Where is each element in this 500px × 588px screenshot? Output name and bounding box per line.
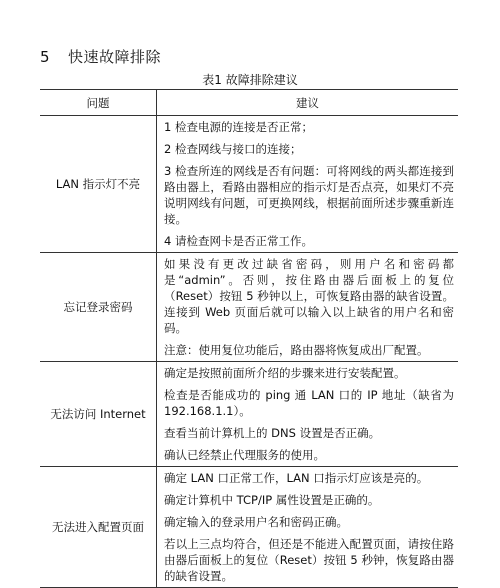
table-caption: 表1 故障排除建议 — [202, 73, 298, 87]
column-header-suggestion: 建议 — [157, 90, 459, 116]
suggestion-item: 确定 LAN 口正常工作，LAN 口指示灯应该是亮的。 — [164, 471, 429, 485]
suggestion-cell — [157, 253, 459, 362]
suggestion-item: 2 检查网线与接口的连接； — [164, 142, 302, 156]
problem-cell: 忘记登录密码 — [40, 253, 157, 362]
table-header-row — [40, 90, 458, 116]
problem-cell: 无法进入配置页面 — [40, 467, 157, 588]
suggestion-item: 查看当前计算机上的 DNS 设置是否正确。 — [164, 426, 381, 440]
problem-cell: 无法访问 Internet — [40, 362, 157, 467]
suggestion-item: 确定是按照前面所介绍的步骤来进行安装配置。 — [164, 366, 406, 380]
suggestion-item: 检查是否能成功的 ping 通 LAN 口的 IP 地址（缺省为 192.168.1.1）。 — [164, 388, 454, 418]
table-row — [40, 116, 458, 253]
suggestion-cell — [157, 116, 459, 253]
column-header-problem: 问题 — [40, 90, 157, 116]
suggestion-item: 3 检查所连的网线是否有问题：可将网线的两头都连接到路由器上，看路由器相应的指示灯是否点亮，如果灯不亮说明网线有问题，可更换网线，根据前面所述步骤重新连接。 — [164, 164, 454, 226]
table-row — [40, 467, 458, 588]
section-heading — [40, 46, 161, 67]
suggestion-item: 若以上三点均符合，但还是不能进入配置页面，请按住路由器后面板上的复位（Reset）按钮 5 秒钟，恢复路由器的缺省设置。 — [164, 537, 454, 583]
suggestion-item: 确认已经禁止代理服务的使用。 — [164, 448, 325, 462]
suggestion-item: 注意：使用复位功能后，路由器将恢复成出厂配置。 — [164, 343, 429, 357]
suggestion-cell — [157, 467, 459, 588]
suggestion-item: 1 检查电源的连接是否正常； — [164, 120, 313, 134]
table-row — [40, 362, 458, 467]
section-title: 快速故障排除 — [68, 48, 162, 66]
troubleshooting-table — [40, 89, 458, 588]
table-row — [40, 253, 458, 362]
problem-cell: LAN 指示灯不亮 — [40, 116, 157, 253]
suggestion-cell — [157, 362, 459, 467]
suggestion-item: 确定计算机中 TCP/IP 属性设置是正确的。 — [164, 493, 380, 507]
section-number: 5 — [40, 48, 51, 66]
suggestion-item: 确定输入的登录用户名和密码正确。 — [164, 515, 348, 529]
suggestion-item: 4 请检查网卡是否正常工作。 — [164, 234, 313, 248]
suggestion-item: 如果没有更改过缺省密码，则用户名和密码都是“admin”。否则，按住路由器后面板上的复位（Reset）按钮 5 秒钟以上，可恢复路由器的缺省设置。连接到 Web 页面后就可以输入以上缺省的用户名和密码。 — [164, 257, 454, 335]
